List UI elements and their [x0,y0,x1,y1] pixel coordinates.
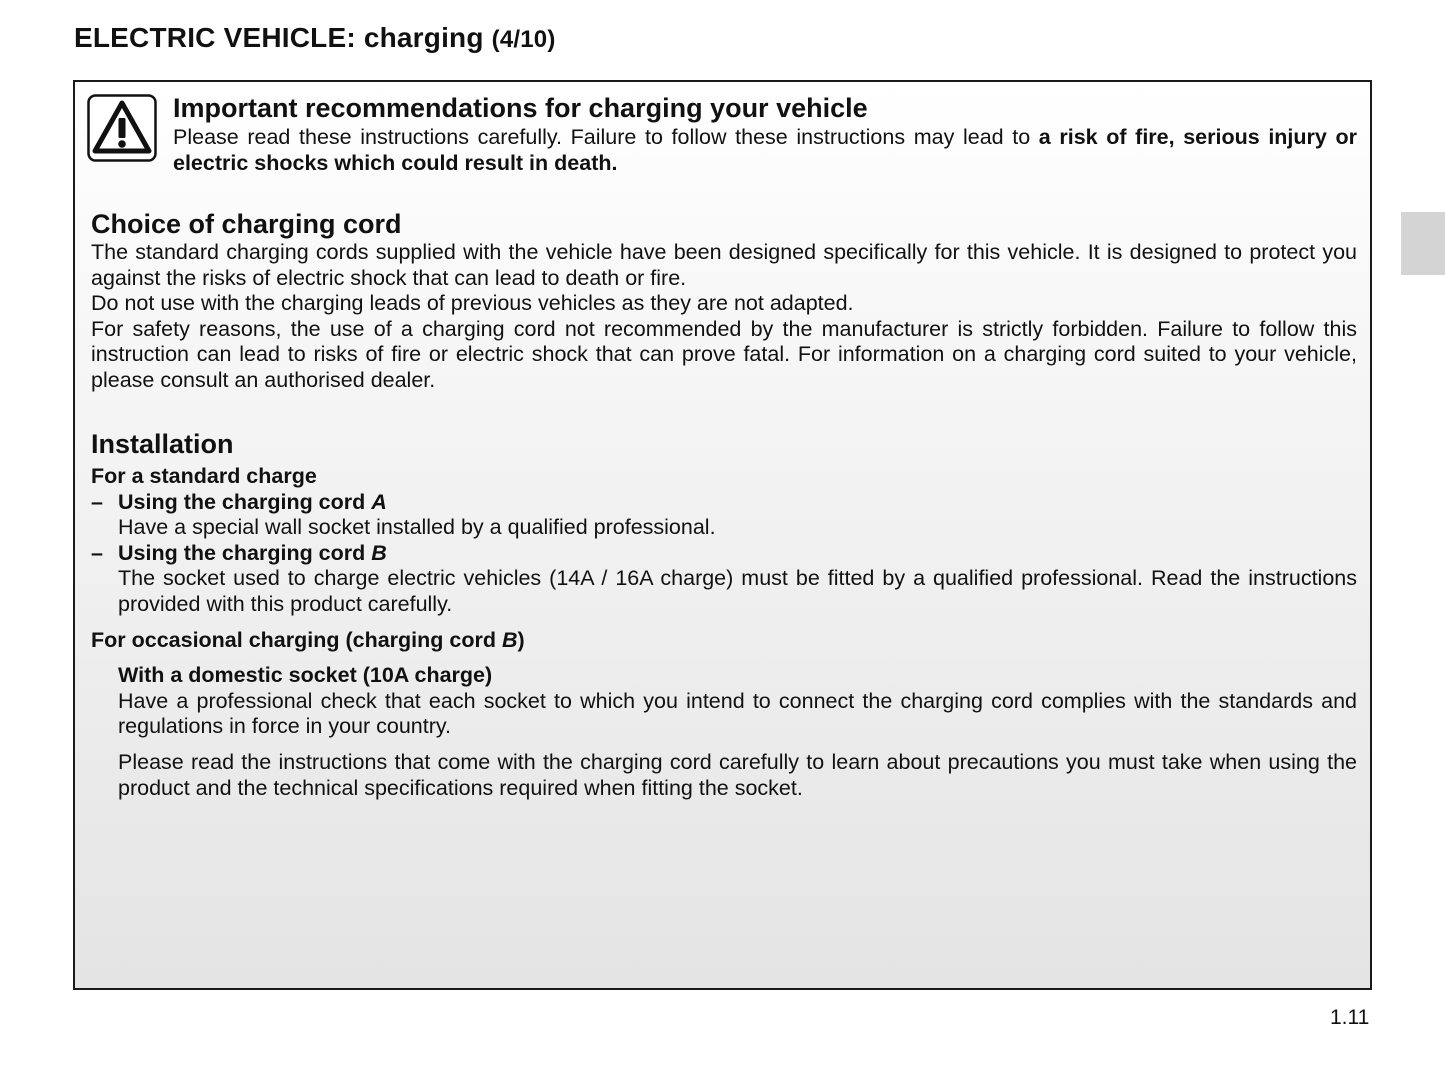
item-a-text: Have a special wall socket installed by a qualified professional. [118,515,716,540]
list-dash: – [91,540,103,565]
warning-text-bold: a risk of fire, serious injury or electric shocks which could result in death. [173,125,1357,175]
item-b-letter: B [371,540,387,565]
standard-charge-title: For a standard charge [91,464,317,488]
choice-paragraph-3: For safety reasons, the use of a charging cord not recommended by the manufacturer is strictly forbidden. Failure to follow this instruction can lead to risks of fire or electric shock that can prove fatal. For information on a charging cord suited to your vehicle, please consult an authorised dealer. [91,316,1357,392]
domestic-socket-text-2: Please read the instructions that come with the charging cord carefully to learn about precautions you must take when using the product and the technical specifications required when fitting the socket. [118,749,1357,800]
choice-paragraph-1: The standard charging cords supplied with the vehicle have been designed specifically for this vehicle. It is designed to protect you against the risks of electric shock that can lead to death or fire. [91,240,1357,290]
item-b-title [118,541,1357,567]
list-dash: – [91,489,103,514]
warning-heading: Important recommendations for charging your vehicle [173,93,868,123]
item-a-letter: A [371,489,387,514]
choice-paragraph-2: Do not use with the charging leads of previous vehicles as they are not adapted. [91,291,854,316]
choice-section [91,208,1357,394]
section-tab-marker [1401,212,1445,275]
occasional-prefix: For occasional charging (charging cord [91,627,496,652]
warning-text [173,124,1357,176]
installation-heading: Installation [91,429,234,459]
warning-intro [173,92,1357,176]
list-item [91,541,1357,618]
domestic-socket-text: Have a professional check that each socket to which you intend to connect the charging cord complies with the standards and regulations in force in your country. [118,688,1357,739]
installation-section [91,428,1357,801]
page-number: 1.11 [1330,1006,1370,1029]
occasional-charging-title [91,628,1357,654]
warning-box [73,80,1372,990]
page-title [74,22,556,54]
page-title-text: ELECTRIC VEHICLE: charging [74,22,484,53]
domestic-socket-title: With a domestic socket (10A charge) [118,663,493,688]
list-item [91,490,1357,541]
occasional-letter: B [501,627,518,652]
item-a-title [118,490,1357,516]
item-b-text: The socket used to charge electric vehicles (14A / 16A charge) must be fitted by a qualified professional. Read the instructions provided with this product carefully. [118,566,1357,616]
warning-text-normal: Please read these instructions carefully. Failure to follow these instructions may lead to [173,125,1031,149]
choice-heading: Choice of charging cord [91,209,402,239]
item-a-label: Using the charging cord [118,489,366,514]
page-part-indicator: (4/10) [491,26,556,53]
item-b-label: Using the charging cord [118,540,366,565]
occasional-suffix: ) [517,627,525,652]
warning-triangle-icon [87,94,157,162]
domestic-socket-block [91,663,1357,801]
